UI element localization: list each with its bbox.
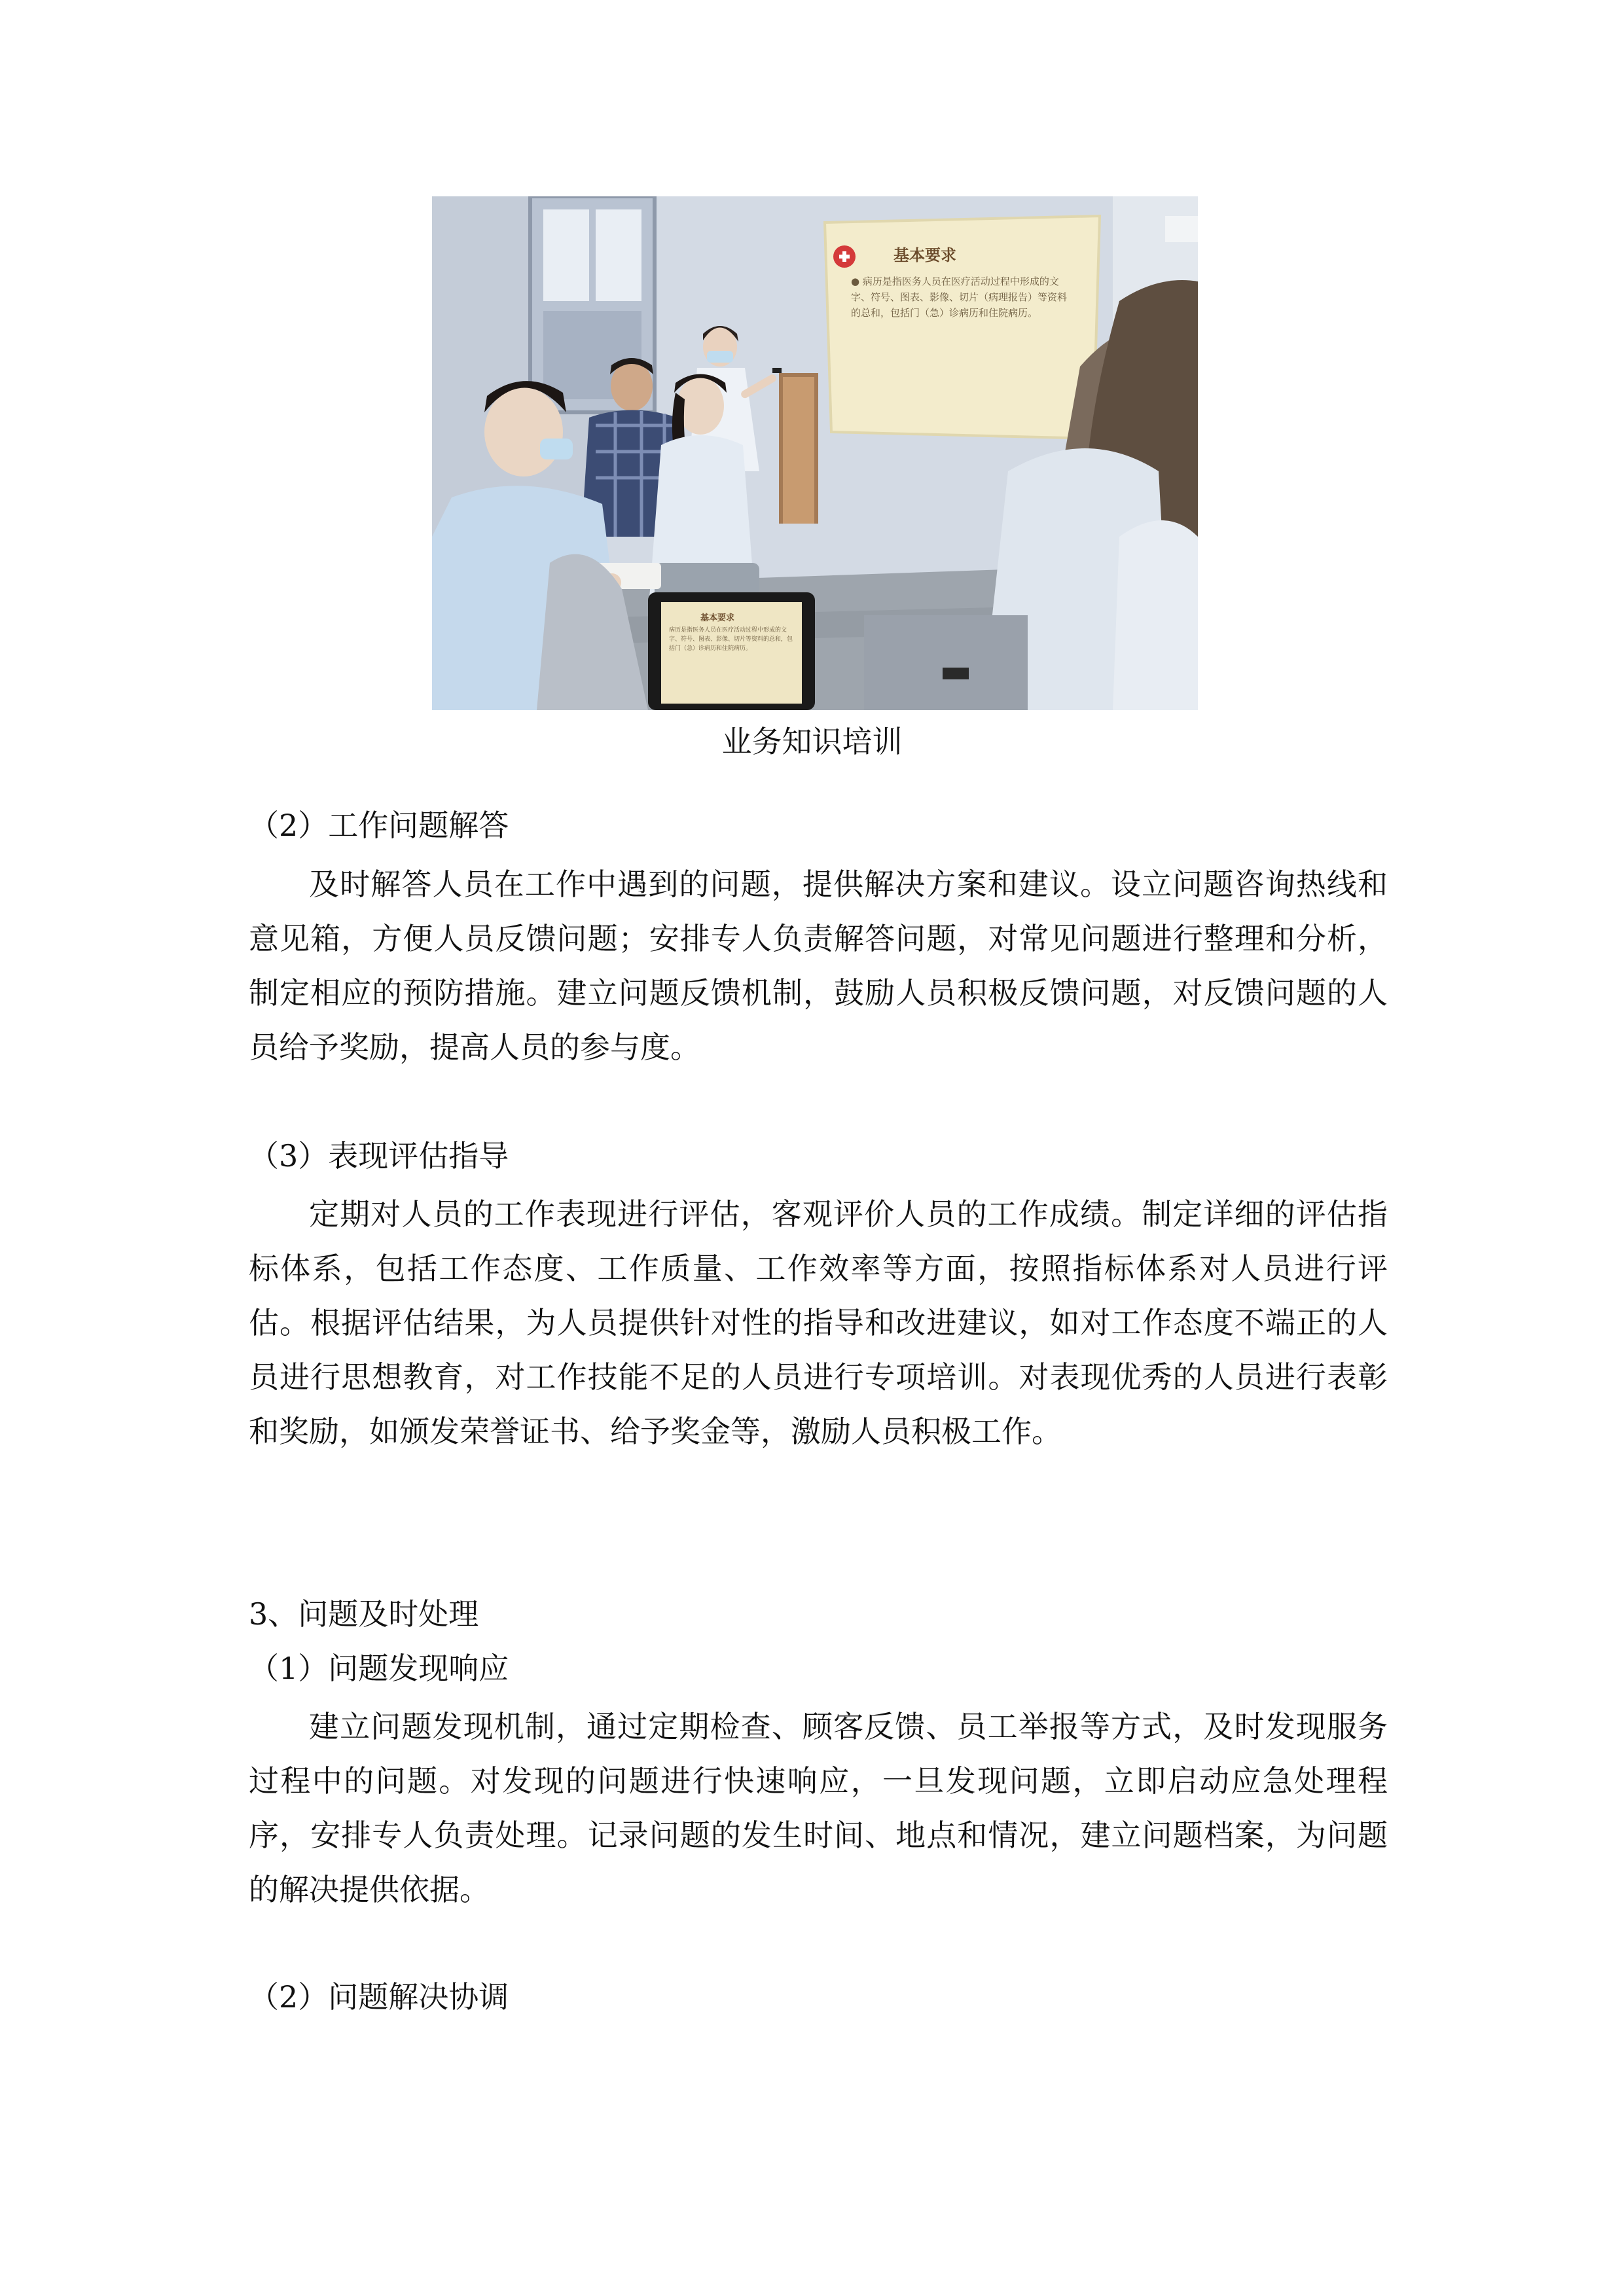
screen-title: 基本要求 bbox=[893, 246, 956, 264]
training-photo bbox=[432, 196, 1198, 710]
section-heading-performance-assessment: （3）表现评估指导 bbox=[249, 1138, 509, 1174]
section-body-problem-discovery: 建立问题发现机制，通过定期检查、顾客反馈、员工举报等方式，及时发现服务过程中的问题。对发现的问题进行快速响应，一旦发现问题，立即启动应急处理程序，安排专人负责处理。记录问题的发生时间、地点和情况，建立问题档案，为问题的解决提供依据。 bbox=[249, 1709, 1388, 1907]
section-heading-problem-resolution: （2）问题解决协调 bbox=[249, 1979, 509, 2015]
section-heading-timely-handling: 3、问题及时处理 bbox=[249, 1596, 479, 1632]
section-body-work-questions: 及时解答人员在工作中遇到的问题，提供解决方案和建议。设立问题咨询热线和意见箱，方便人员反馈问题；安排专人负责解答问题，对常见问题进行整理和分析，制定相应的预防措施。建立问题反馈机制，鼓励人员积极反馈问题，对反馈问题的人员给予奖励，提高人员的参与度。 bbox=[249, 867, 1388, 1065]
section-body-performance-assessment: 定期对人员的工作表现进行评估，客观评价人员的工作成绩。制定详细的评估指标体系，包括工作态度、工作质量、工作效率等方面，按照指标体系对人员进行评估。根据评估结果，为人员提供针对性的指导和改进建议，如对工作态度不端正的人员进行思想教育，对工作技能不足的人员进行专项培训。对表现优秀的人员进行表彰和奖励，如颁发荣誉证书、给予奖金等，激励人员积极工作。 bbox=[249, 1196, 1388, 1449]
laptop-title: 基本要求 bbox=[700, 613, 735, 623]
laptop bbox=[648, 592, 815, 710]
section-heading-problem-discovery: （1）问题发现响应 bbox=[249, 1651, 509, 1686]
screen-text: ● 病历是指医务人员在医疗活动过程中形成的文字、符号、图表、影像、切片（病理报告）等资料的总和，包括门（急）诊病历和住院病历。 bbox=[851, 276, 1068, 319]
projector-screen bbox=[825, 216, 1100, 439]
laptop-text: 病历是指医务人员在医疗活动过程中形成的文字、符号、图表、影像、切片等资料的总和，包括门（急）诊病历和住院病历。 bbox=[669, 627, 793, 652]
section-heading-work-questions: （2）工作问题解答 bbox=[249, 808, 509, 843]
figure-caption: 业务知识培训 bbox=[721, 724, 903, 759]
